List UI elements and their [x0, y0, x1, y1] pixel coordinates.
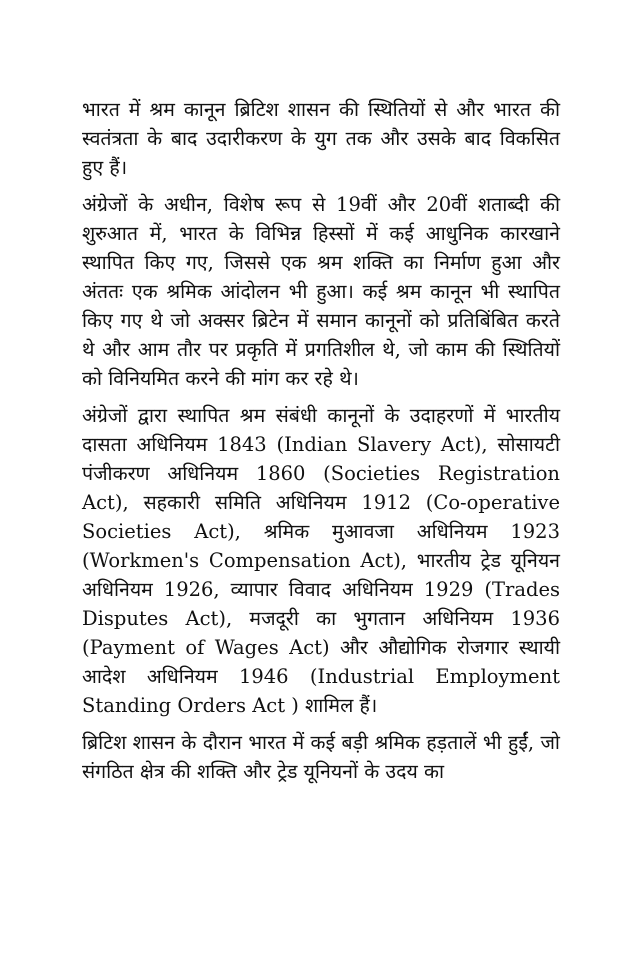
paragraph-british-era: अंग्रेजों के अधीन, विशेष रूप से 19वीं और 20वीं शताब्दी की शुरुआत में, भारत के विभिन्न हिस्सों में कई आधुनिक कारखाने स्थापित किए गए, जिससे एक श्रम शक्ति का निर्माण हुआ और अंततः एक श्रमिक आंदोलन भी हुआ। कई श्रम कानून भी स्थापित किए गए थे जो अक्सर ब्रिटेन में समान कानूनों को प्रतिबिंबित करते थे और आम तौर पर प्रकृति में प्रगतिशील थे, जो काम की स्थितियों को विनियमित करने की मांग कर रहे थे।: [82, 193, 560, 390]
paragraph-labour-acts: अंग्रेजों द्वारा स्थापित श्रम संबंधी कानूनों के उदाहरणों में भारतीय दासता अधिनियम 1843 (Indian Slavery Act), सोसायटी पंजीकरण अधिनियम 1860 (Societies Registration Act), सहकारी समिति अधिनियम 1912 (Co-operative Societies Act), श्रमिक मुआवजा अधिनियम 1923 (Workmen's Compensation Act), भारतीय ट्रेड यूनियन अधिनियम 1926, व्यापार विवाद अधिनियम 1929 (Trades Disputes Act), मजदूरी का भुगतान अधिनियम 1936 (Payment of Wages Act) और औद्योगिक रोजगार स्थायी आदेश अधिनियम 1946 (Industrial Employment Standing Orders Act ) शामिल हैं।: [82, 404, 560, 717]
paragraph-intro: भारत में श्रम कानून ब्रिटिश शासन की स्थितियों से और भारत की स्वतंत्रता के बाद उदारीकरण के युग तक और उसके बाद विकसित हुए हैं।: [82, 98, 560, 179]
paragraph-strikes: ब्रिटिश शासन के दौरान भारत में कई बड़ी श्रमिक हड़तालें भी हुईं, जो संगठित क्षेत्र की शक्ति और ट्रेड यूनियनों के उदय का: [82, 731, 560, 783]
body-text: [82, 95, 560, 794]
